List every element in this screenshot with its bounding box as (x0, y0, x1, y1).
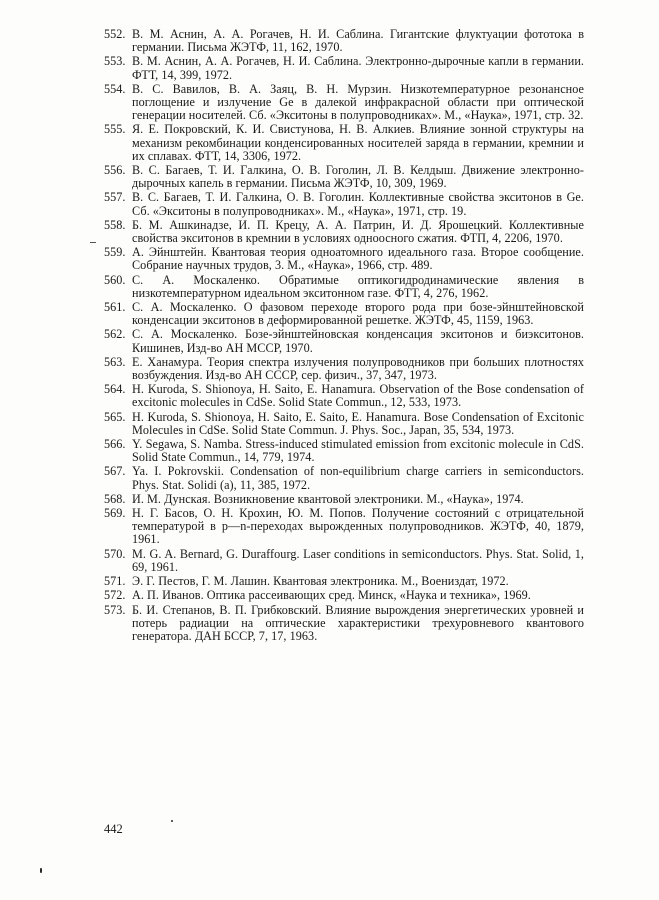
reference-text: В. С. Багаев, Т. И. Галкина, О. В. Гоголин. Коллективные свойства экситонов в Ge. Сб. «Экситоны в полупроводниках». М., «Наука», 1971, стр. 19. (132, 190, 584, 218)
reference-text: Э. Г. Пестов, Г. М. Лашин. Квантовая электроника. М., Воениздат, 1972. (132, 574, 509, 589)
reference-number: 566. (104, 437, 126, 451)
reference-text: А. П. Иванов. Оптика рассеивающих сред. Минск, «Наука и техника», 1969. (132, 588, 531, 603)
reference-number: 570. (104, 546, 126, 561)
reference-number: 556. (104, 162, 126, 177)
reference-text: Б. М. Ашкинадзе, И. П. Крецу, А. А. Патрин, И. Д. Ярошецкий. Коллективные свойства экситонов в кремнии в условиях одноосного сжатия. ФТП, 4, 2206, 1970. (132, 217, 584, 245)
reference-text: Б. И. Степанов, В. П. Грибковский. Влияние вырождения энергетических уровней и потерь радиации на оптические характеристики трехуровневого квантового генератора. ДАН БССР, 7, 17, 1963. (132, 602, 584, 643)
reference-text: H. Kuroda, S. Shionoya, H. Saito, E. Hanamura. Observation of the Bose condensation of excitonic molecules in CdSe. Solid State Commun., 12, 533, 1973. (132, 382, 584, 410)
reference-text: И. М. Дунская. Возникновение квантовой электроники. М., «Наука», 1974. (132, 491, 524, 506)
reference-item (104, 604, 584, 643)
reference-text: С. А. Москаленко. О фазовом переходе второго рода при бозе-эйнштейновской конденсации экситонов в деформированной решетке. ЖЭТФ, 45, 1159, 1963. (132, 299, 584, 328)
reference-item (104, 219, 584, 245)
reference-number: 559. (104, 245, 126, 260)
reference-item (104, 575, 584, 588)
reference-item (104, 589, 584, 602)
reference-number: 558. (104, 217, 126, 232)
reference-number: 564. (104, 382, 126, 397)
reference-item (104, 83, 584, 122)
reference-item (104, 28, 584, 54)
reference-item (104, 123, 584, 162)
reference-text: Ya. I. Pokrovskii. Condensation of non-equilibrium charge carriers in semiconductors. Phys. Stat. Solidi (a), 11, 385, 1972. (132, 464, 584, 492)
reference-item (104, 383, 584, 409)
reference-text: H. Kuroda, S. Shionoya, H. Saito, E. Saito, E. Hanamura. Bose Condensation of Excitonic Molecules in CdSe. Solid State Commun. J. Phys. Soc., Japan, 35, 534, 1973. (132, 409, 584, 437)
reference-number: 557. (104, 190, 126, 205)
reference-item (104, 274, 584, 300)
reference-text: Е. Ханамура. Теория спектра излучения полупроводников при больших плотностях возбуждения. Изд-во АН СССР, сер. физич., 37, 347, 1973. (132, 354, 584, 382)
reference-item (104, 191, 584, 217)
reference-text: M. G. A. Bernard, G. Duraffourg. Laser conditions in semiconductors. Phys. Stat. Solid, 1, 69, 1961. (132, 546, 584, 574)
reference-number: 553. (104, 54, 126, 69)
reference-text: В. С. Вавилов, В. А. Заяц, В. Н. Мурзин. Низкотемпературное резонансное поглощение и излучение Ge в далекой инфракрасной области при оптической генерации носителей. Сб. «Экситоны в полупроводниках». М., «Наука», 1971, стр. 32. (132, 81, 584, 123)
reference-item (104, 493, 584, 506)
reference-text: В. М. Аснин, А. А. Рогачев, Н. И. Саблина. Электронно-дырочные капли в германии. ФТТ, 14, 399, 1972. (132, 54, 584, 82)
reference-number: 562. (104, 327, 126, 342)
reference-item (104, 465, 584, 491)
reference-number: 560. (104, 272, 126, 287)
reference-number: 571. (104, 574, 126, 589)
reference-number: 565. (104, 409, 126, 424)
reference-number: 554. (104, 81, 126, 96)
reference-text: В. С. Багаев, Т. И. Галкина, О. В. Гоголин, Л. В. Келдыш. Движение электронно-дырочных капель в германии. Письма ЖЭТФ, 10, 309, 1969. (132, 162, 584, 191)
margin-dash-mark (90, 242, 96, 243)
reference-number: 569. (104, 506, 126, 521)
reference-item (104, 411, 584, 437)
reference-text: С. А. Москаленко. Обратимые оптикогидродинамические явления в низкотемпературном идеальном экситонном газе. ФТТ, 4, 276, 1962. (132, 272, 584, 300)
reference-item (104, 328, 584, 354)
reference-text: Н. Г. Басов, О. Н. Крохин, Ю. М. Попов. Получение состояний с отрицательной температурой в p—n-переходах вырожденных полупроводников. ЖЭТФ, 40, 1879, 1961. (132, 506, 584, 547)
reference-text: Я. Е. Покровский, К. И. Свистунова, Н. В. Алкиев. Влияние зонной структуры на механизм рекомбинации конденсированных носителей заряда в германии, кремнии и их сплавах. ФТТ, 14, 3306, 1972. (132, 122, 584, 163)
reference-number: 552. (104, 27, 126, 41)
reference-text: С. А. Москаленко. Бозе-эйнштейновская конденсация экситонов и биэкситонов. Кишинев, Изд-во АН МССР, 1970. (132, 327, 584, 355)
reference-item (104, 301, 584, 327)
reference-number: 555. (104, 122, 126, 137)
reference-item (104, 55, 584, 81)
reference-item (104, 507, 584, 546)
reference-list (104, 28, 584, 644)
scan-speck (40, 868, 42, 873)
reference-text: Y. Segawa, S. Namba. Stress-induced stimulated emission from excitonic molecule in CdS. Solid State Commun., 14, 779, 1974. (132, 437, 584, 465)
reference-number: 561. (104, 299, 126, 314)
reference-item (104, 246, 584, 272)
reference-item (104, 356, 584, 382)
page-number: 442 (104, 822, 123, 836)
reference-text: В. М. Аснин, А. А. Рогачев, Н. И. Саблина. Гигантские флуктуации фототока в германии. Письма ЖЭТФ, 11, 162, 1970. (132, 27, 584, 55)
reference-number: 572. (104, 588, 126, 603)
scan-speck (171, 820, 173, 822)
reference-item (104, 164, 584, 190)
reference-number: 568. (104, 491, 126, 506)
reference-item (104, 438, 584, 464)
reference-number: 563. (104, 354, 126, 369)
reference-text: А. Эйнштейн. Квантовая теория одноатомного идеального газа. Второе сообщение. Собрание научных трудов, 3. М., «Наука», 1966, стр. 489. (132, 245, 584, 273)
reference-number: 573. (104, 602, 126, 617)
reference-number: 567. (104, 464, 126, 479)
reference-item (104, 548, 584, 574)
